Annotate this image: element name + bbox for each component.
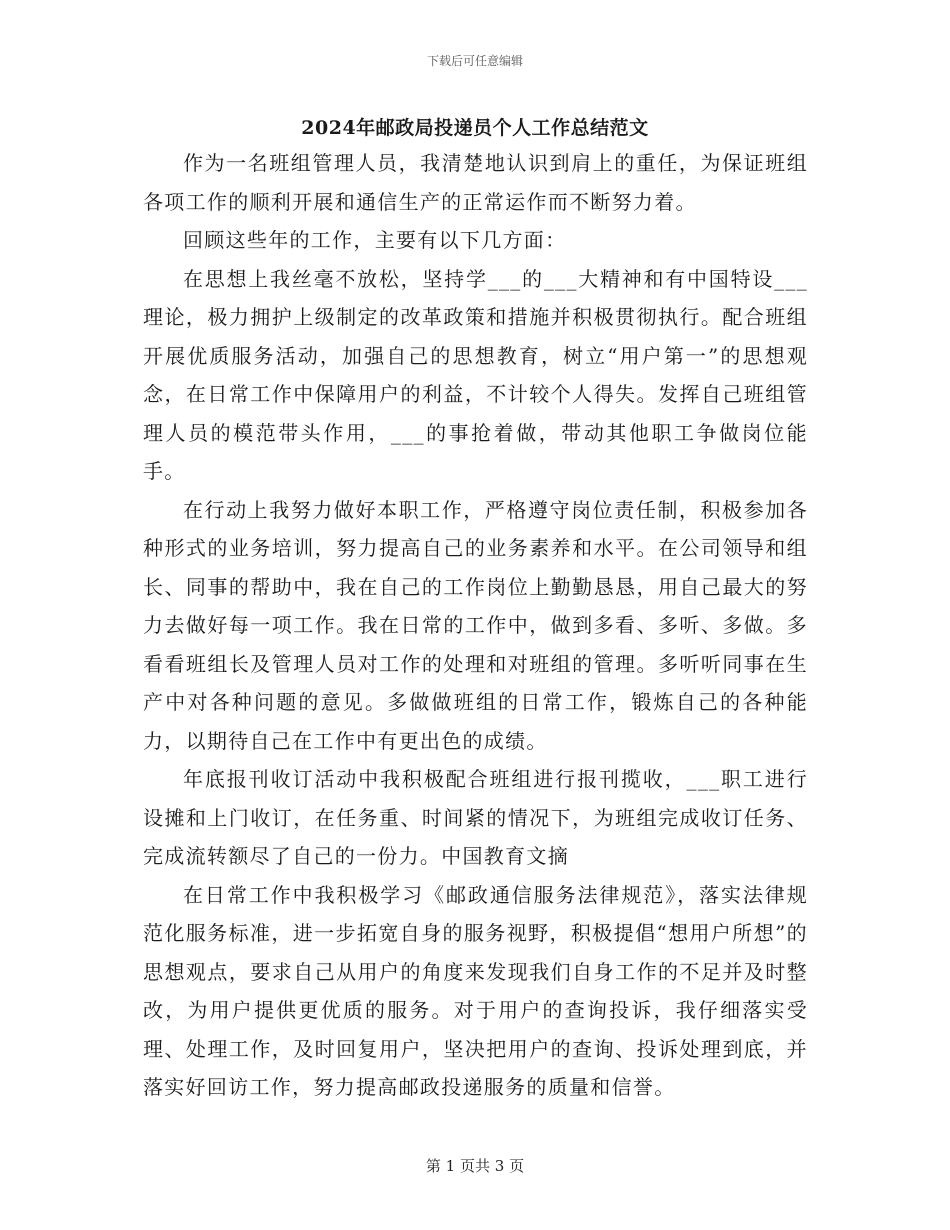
paragraph-ideology: 在思想上我丝毫不放松，坚持学___的___大精神和有中国特设___理论，极力拥护上级制定的改革政策和措施并积极贯彻执行。配合班组开展优质服务活动，加强自己的思想教育，树立“用户第一”的思想观念，在日常工作中保障用户的利益，不计较个人得失。发挥自己班组管理人员的模范带头作用，___的事抢着做，带动其他职工争做岗位能手。 [143, 266, 808, 483]
document-title: 2024年邮政局投递员个人工作总结范文 [301, 117, 649, 139]
page-header-note: 下载后可任意编辑 [426, 54, 523, 68]
paragraph-intro: 作为一名班组管理人员，我清楚地认识到肩上的重任，为保证班组各项工作的顺利开展和通信生产的正常运作而不断努力着。 [143, 151, 808, 214]
paragraph-service: 在日常工作中我积极学习《邮政通信服务法律规范》，落实法律规范化服务标准，进一步拓宽自身的服务视野，积极提倡“想用户所想”的思想观点，要求自己从用户的角度来发现我们自身工作的不足并及时整改，为用户提供更优质的服务。对于用户的查询投诉，我仔细落实受理、处理工作，及时回复用户，坚决把用户的查询、投诉处理到底，并落实好回访工作，努力提高邮政投递服务的质量和信誉。 [143, 882, 808, 1099]
document-body [143, 144, 808, 1107]
paragraph-review: 回顾这些年的工作，主要有以下几方面： [183, 228, 567, 252]
paragraph-action: 在行动上我努力做好本职工作，严格遵守岗位责任制，积极参加各种形式的业务培训，努力提高自己的业务素养和水平。在公司领导和组长、同事的帮助中，我在自己的工作岗位上勤勤恳恳，用自己最大的努力去做好每一项工作。我在日常的工作中，做到多看、多听、多做。多看看班组长及管理人员对工作的处理和对班组的管理。多听听同事在生产中对各种问题的意见。多做做班组的日常工作，锻炼自己的各种能力，以期待自己在工作中有更出色的成绩。 [143, 497, 808, 753]
paragraph-subscription: 年底报刊收订活动中我积极配合班组进行报刊揽收，___职工进行设摊和上门收订，在任务重、时间紧的情况下，为班组完成收订任务、完成流转额尽了自己的一份力。中国教育文摘 [143, 767, 808, 868]
page-number: 第 1 页共 3 页 [425, 1157, 525, 1175]
